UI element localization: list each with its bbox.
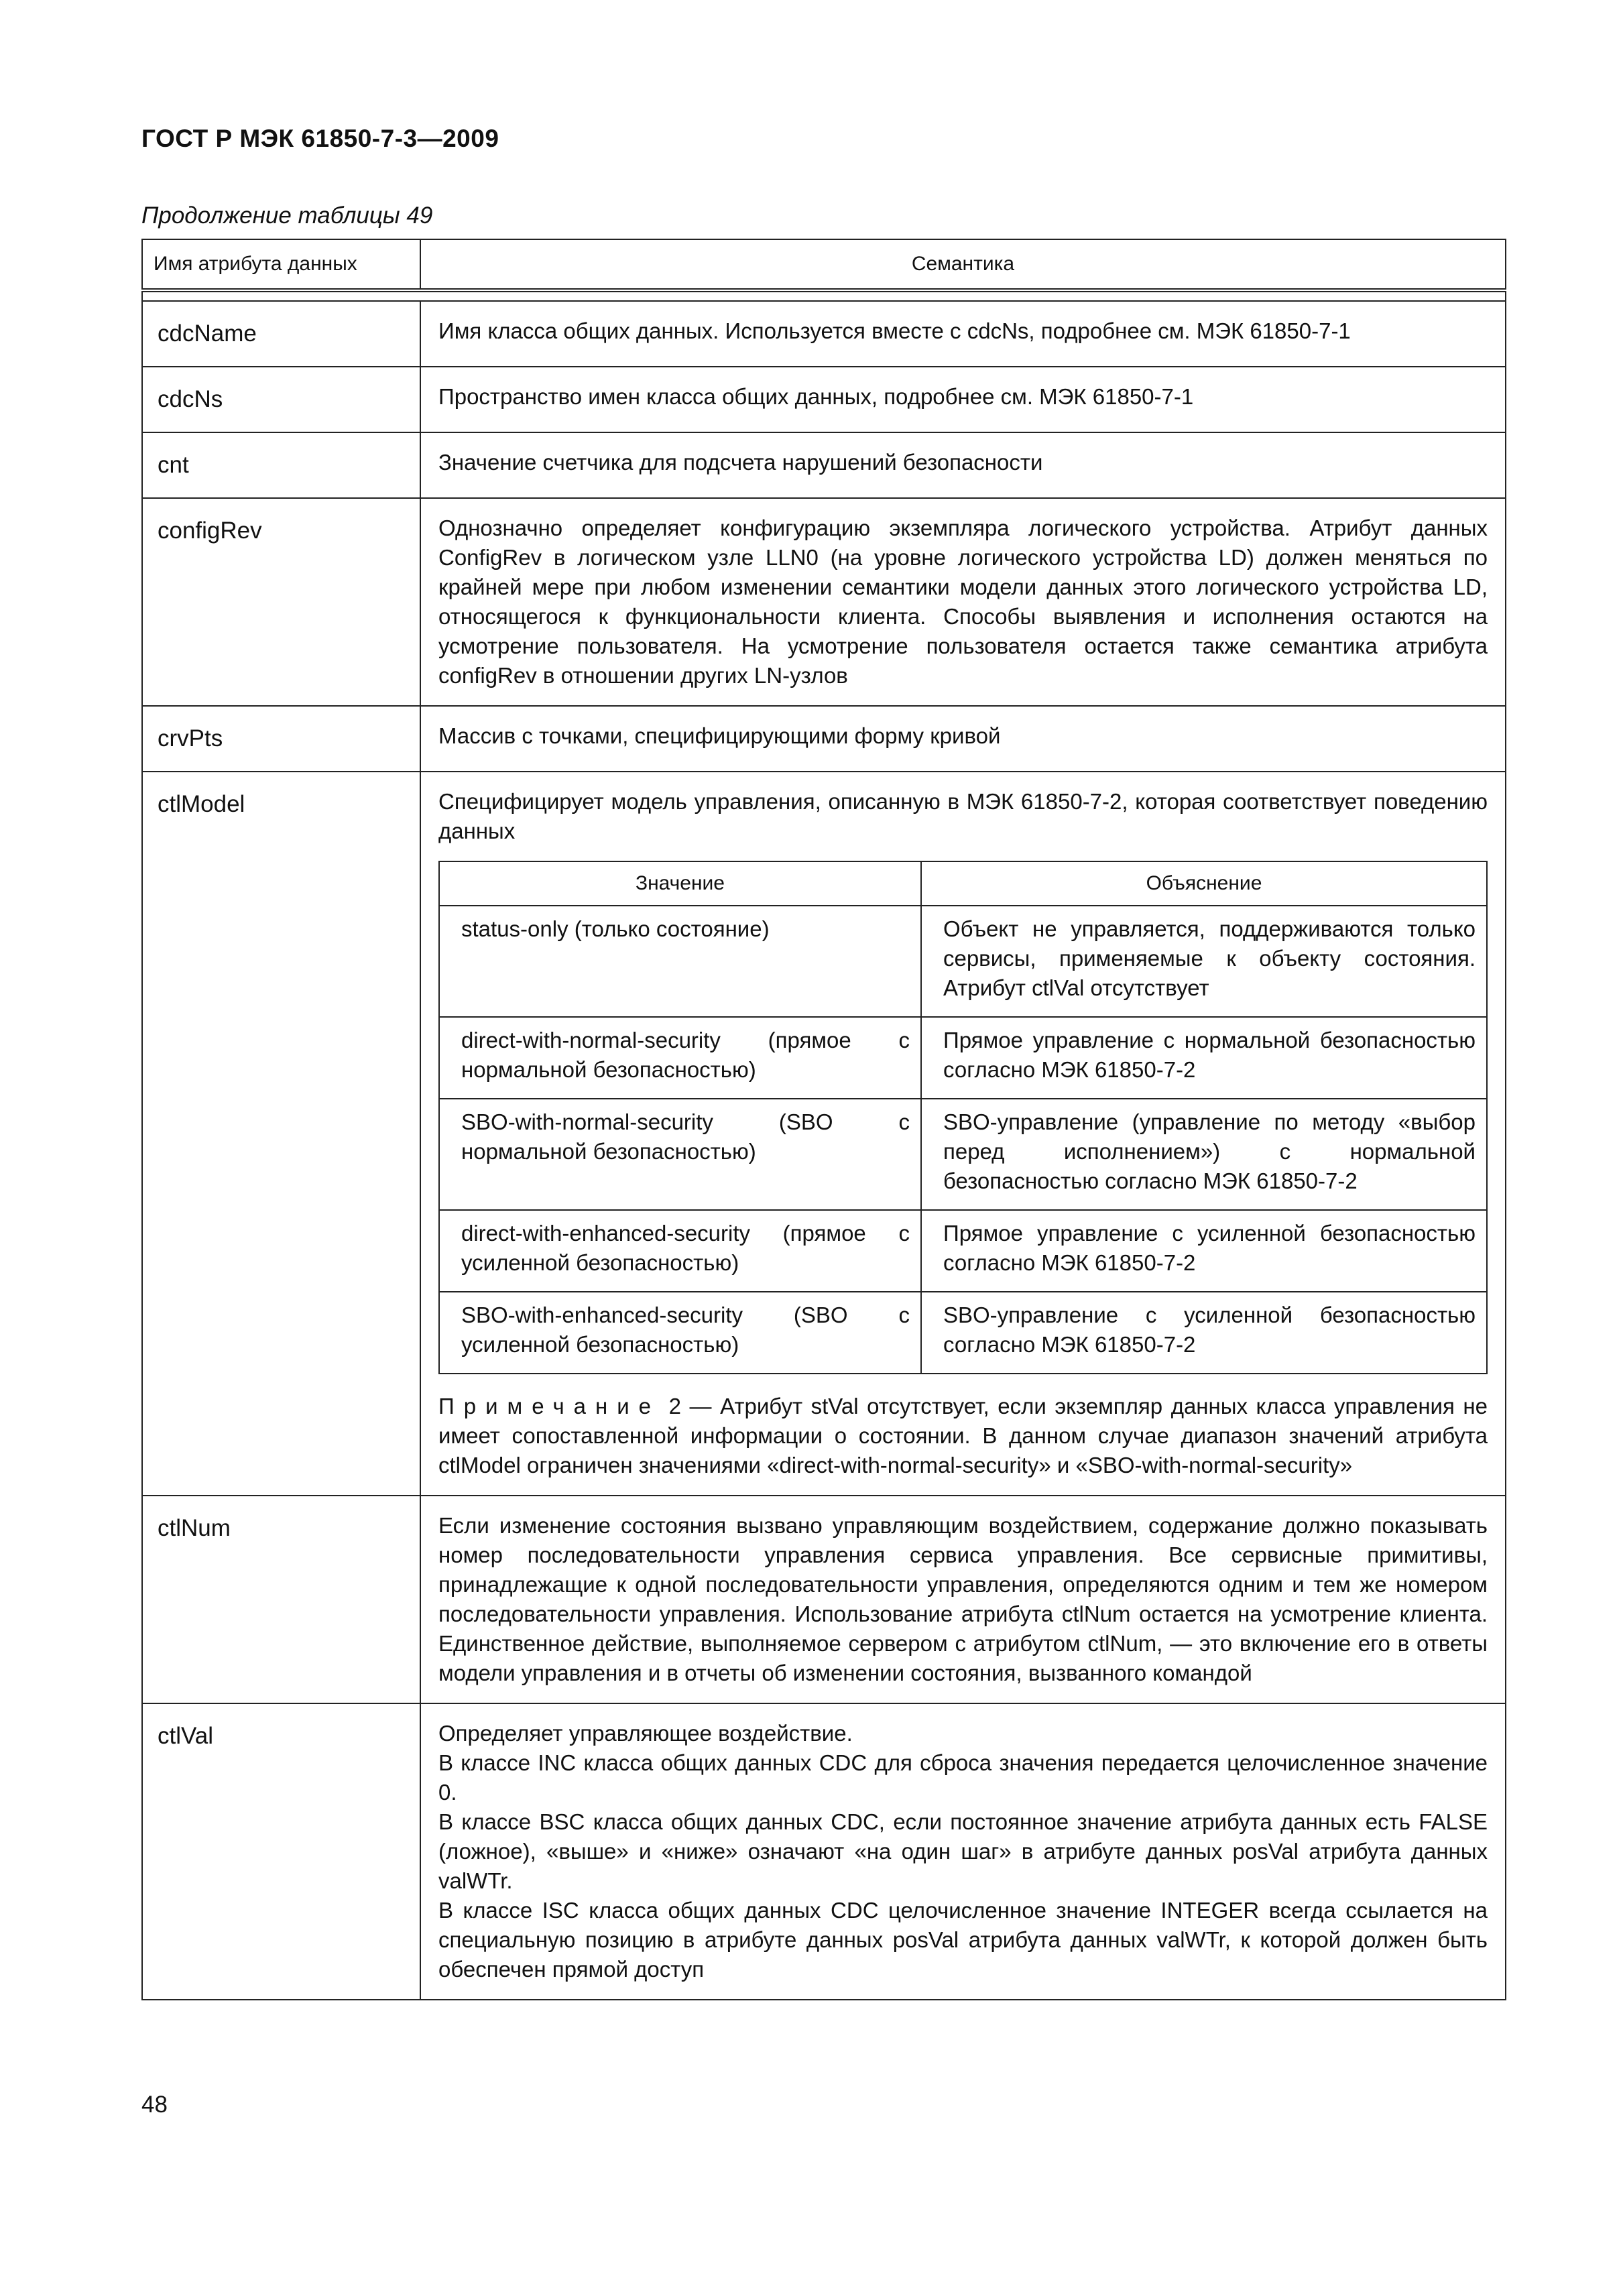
attributes-table xyxy=(141,239,1506,2000)
inner-value: direct-with-normal-security (прямое с нормальной безопасностью) xyxy=(439,1017,921,1099)
ctlval-line: Определяет управляющее воздействие. xyxy=(438,1721,853,1746)
table-row xyxy=(142,1703,1506,2000)
table-row xyxy=(142,301,1506,367)
inner-explanation: Объект не управляется, поддерживаются только сервисы, применяемые к объекту состояния. Атрибут ctlVal отсутствует xyxy=(921,906,1487,1017)
attribute-name: cdcNs xyxy=(142,367,420,432)
table-row xyxy=(142,1496,1506,1703)
inner-explanation: SBO-управление с усиленной безопасностью согласно МЭК 61850-7-2 xyxy=(921,1292,1487,1374)
inner-row xyxy=(439,1017,1487,1099)
table-header-row xyxy=(142,239,1506,290)
table-caption: Продолжение таблицы 49 xyxy=(141,202,433,229)
table-row xyxy=(142,432,1506,498)
inner-value: direct-with-enhanced-security (прямое с усиленной безопасностью) xyxy=(439,1210,921,1292)
attribute-name: ctlNum xyxy=(142,1496,420,1703)
inner-row xyxy=(439,1292,1487,1374)
attribute-semantics: Пространство имен класса общих данных, подробнее см. МЭК 61850-7-1 xyxy=(420,367,1506,432)
attribute-name: configRev xyxy=(142,498,420,706)
inner-explanation: Прямое управление с усиленной безопасностью согласно МЭК 61850-7-2 xyxy=(921,1210,1487,1292)
attribute-semantics xyxy=(420,772,1506,1496)
attribute-name: ctlModel xyxy=(142,772,420,1496)
attribute-semantics: Значение счетчика для подсчета нарушений безопасности xyxy=(420,432,1506,498)
table-row xyxy=(142,498,1506,706)
header-semantics: Семантика xyxy=(420,239,1506,290)
attribute-semantics: Массив с точками, специфицирующими форму кривой xyxy=(420,706,1506,772)
attribute-name: cnt xyxy=(142,432,420,498)
document-title: ГОСТ Р МЭК 61850-7-3—2009 xyxy=(141,125,499,152)
inner-value: SBO-with-enhanced-security (SBO с усиленной безопасностью) xyxy=(439,1292,921,1374)
inner-explanation: SBO-управление (управление по методу «выбор перед исполнением») с нормальной безопасностью согласно МЭК 61850-7-2 xyxy=(921,1099,1487,1210)
ctlmodel-values-table xyxy=(438,861,1488,1374)
attribute-semantics: Однозначно определяет конфигурацию экземпляра логического устройства. Атрибут данных ConfigRev в логическом узле LLN0 (на уровне логического устройства LD) должен меняться по крайней мере при любом изменении семантики модели данных этого логического устройства LD, относящегося к функциональности клиента. Способы выявления и исполнения остаются на усмотрение пользователя. На усмотрение пользователя остается также семантика атрибута configRev в отношении других LN-узлов xyxy=(420,498,1506,706)
table-row xyxy=(142,706,1506,772)
header-attribute-name: Имя атрибута данных xyxy=(142,239,420,290)
inner-value: status-only (только состояние) xyxy=(439,906,921,1017)
page-number: 48 xyxy=(141,2092,168,2118)
inner-row xyxy=(439,906,1487,1017)
inner-header-row xyxy=(439,861,1487,906)
inner-explanation: Прямое управление с нормальной безопасностью согласно МЭК 61850-7-2 xyxy=(921,1017,1487,1099)
attribute-semantics xyxy=(420,1703,1506,2000)
inner-row xyxy=(439,1210,1487,1292)
attribute-semantics: Имя класса общих данных. Используется вместе с cdcNs, подробнее см. МЭК 61850-7-1 xyxy=(420,301,1506,367)
inner-value: SBO-with-normal-security (SBO с нормальной безопасностью) xyxy=(439,1099,921,1210)
note-text: 2 — Атрибут stVal отсутствует, если экземпляр данных класса управления не имеет сопоставленной информации о состоянии. В данном случае диапазон значений атрибута ctlModel ограничен значениями «direct-with-normal-security» и «SBO-with-normal-security» xyxy=(438,1394,1488,1477)
attribute-semantics: Если изменение состояния вызвано управляющим воздействием, содержание должно показывать номер последовательности управления сервиса управления. Все сервисные примитивы, принадлежащие к одной последовательности управления, определяются одним и тем же номером последовательности управления. Использование атрибута ctlNum остается на усмотрение клиента. Единственное действие, выполняемое сервером с атрибутом ctlNum, — это включение его в ответы модели управления и в отчеты об изменении состояния, вызванного командой xyxy=(420,1496,1506,1703)
ctlmodel-note xyxy=(438,1392,1488,1480)
table-row xyxy=(142,367,1506,432)
inner-row xyxy=(439,1099,1487,1210)
attribute-name: crvPts xyxy=(142,706,420,772)
ctlval-line: В классе INC класса общих данных CDC для сброса значения передается целочисленное значение 0. xyxy=(438,1750,1488,1805)
attribute-name: ctlVal xyxy=(142,1703,420,2000)
ctlval-line: В классе BSC класса общих данных CDC, если постоянное значение атрибута данных есть FALSE (ложное), «выше» и «ниже» означают «на один шаг» в атрибуте данных posVal атрибута данных valWTr. xyxy=(438,1809,1488,1893)
attribute-name: cdcName xyxy=(142,301,420,367)
inner-header-value: Значение xyxy=(439,861,921,906)
ctlval-line: В классе ISC класса общих данных CDC целочисленное значение INTEGER всегда ссылается на специальную позицию в атрибуте данных posVal атрибута данных valWTr, к которой должен быть обеспечен прямой доступ xyxy=(438,1898,1488,1982)
ctlmodel-intro: Специфицирует модель управления, описанную в МЭК 61850-7-2, которая соответствует поведению данных xyxy=(438,789,1488,843)
header-spacer xyxy=(142,290,1506,301)
table-row xyxy=(142,772,1506,1496)
note-label: Примечание xyxy=(438,1394,661,1418)
inner-header-explanation: Объяснение xyxy=(921,861,1487,906)
